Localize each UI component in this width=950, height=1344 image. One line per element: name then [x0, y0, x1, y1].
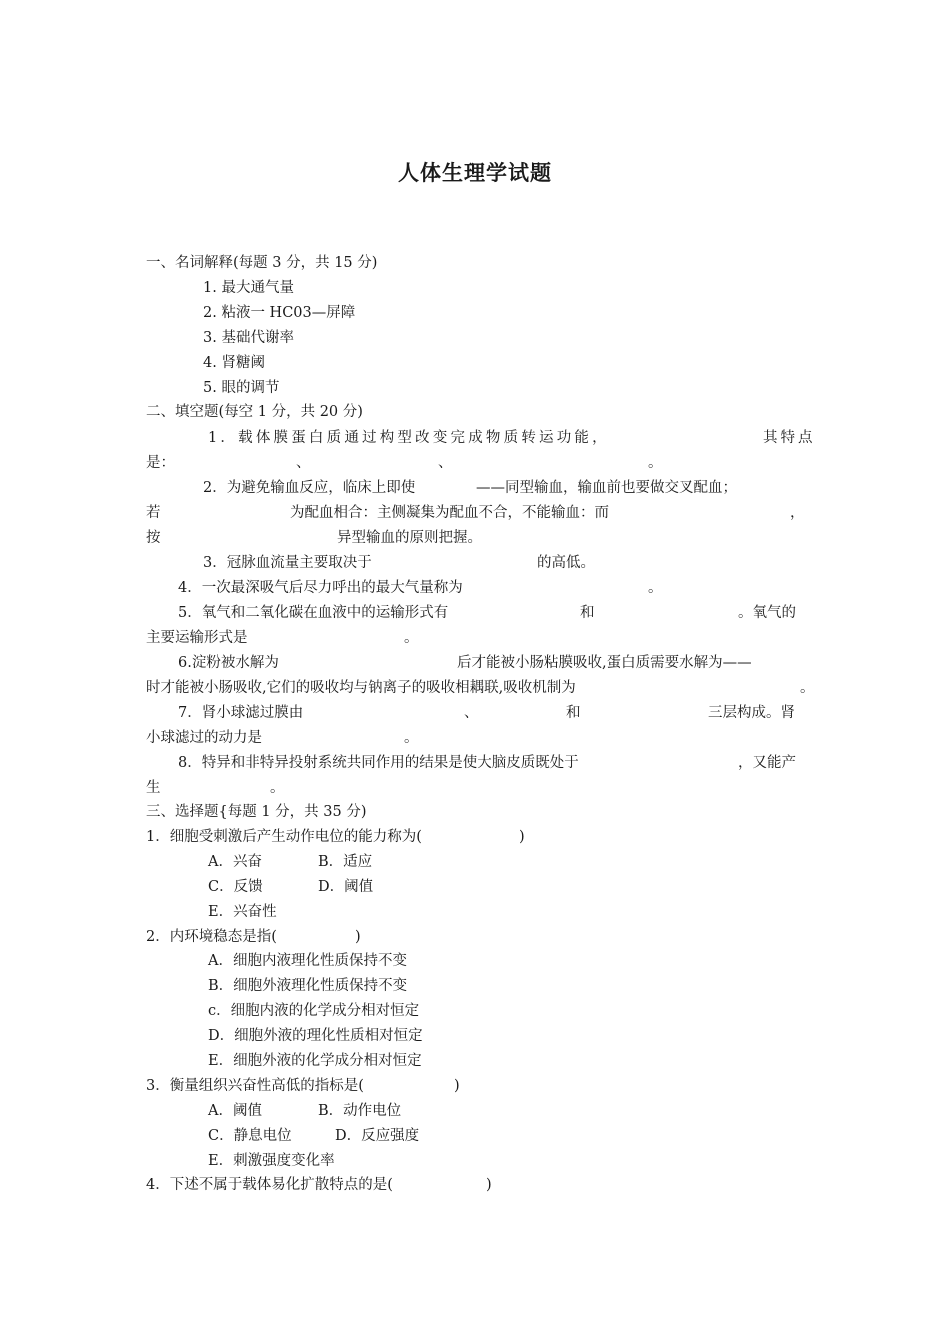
mc-q1-option-a: A．兴奋	[208, 854, 262, 870]
fill-q1-tail: 其特点	[763, 430, 816, 446]
mc-q4-stem: 4．下述不属于载体易化扩散特点的是(	[146, 1177, 393, 1193]
fill-q3-b: 的高低。	[537, 555, 595, 571]
section-2-heading: 二、填空题(每空 1 分，共 20 分)	[146, 404, 363, 420]
fill-q7-c: 和	[566, 705, 581, 721]
fill-q7-d: 三层构成。肾	[708, 705, 795, 721]
mc-q3-option-e: E．刺激强度变化率	[208, 1153, 335, 1169]
fill-q7-a: 7．肾小球滤过膜由	[178, 705, 304, 721]
mc-q2-option-c: c．细胞内液的化学成分相对恒定	[208, 1003, 420, 1019]
fill-q1-sep1: 、	[296, 455, 311, 471]
list-item: 2. 粘液一 HC03—屏障	[203, 305, 356, 321]
mc-q1-option-c: C．反馈	[208, 879, 263, 895]
fill-q5-d: 主要运输形式是	[146, 630, 248, 646]
mc-q1-option-d: D．阈值	[318, 879, 374, 895]
mc-q1-option-e: E．兴奋性	[208, 904, 277, 920]
mc-q2-option-d: D．细胞外液的理化性质相对恒定	[208, 1028, 423, 1044]
fill-q6-c: 时才能被小肠吸收,它们的吸收均与钠离子的吸收相耦联,吸收机制为	[146, 680, 576, 696]
fill-q1-end: 。	[648, 455, 663, 471]
mc-q2-close: )	[355, 929, 361, 945]
fill-q5-e: 。	[404, 630, 419, 646]
fill-q8-c: 生	[146, 780, 161, 796]
fill-q2-line2b: 为配血相合：主侧凝集为配血不合，不能输血：而	[290, 505, 609, 521]
mc-q2-option-e: E．细胞外液的化学成分相对恒定	[208, 1053, 422, 1069]
list-item: 4. 肾糖阈	[203, 355, 265, 371]
list-item: 3. 基础代谢率	[203, 330, 294, 346]
fill-q2-line1: 2．为避免输血反应，临床上即使	[203, 480, 416, 496]
fill-q2-line1b: ——同型输血，输血前也要做交叉配血；	[476, 480, 737, 496]
fill-q2-line2c: ，	[790, 505, 805, 521]
fill-q1-sep2: 、	[438, 455, 453, 471]
fill-q1-line1: 1．载体膜蛋白质通过构型改变完成物质转运功能，	[208, 430, 610, 446]
fill-q2-line3b: 异型输血的原则把握。	[337, 530, 482, 546]
fill-q1-cont: 是：	[146, 455, 175, 471]
fill-q4-b: 。	[648, 580, 663, 596]
mc-q3-option-b: B．动作电位	[318, 1103, 402, 1119]
section-1-heading: 一、名词解释(每题 3 分，共 15 分)	[146, 255, 378, 271]
fill-q3-a: 3．冠脉血流量主要取决于	[203, 555, 372, 571]
fill-q6-d: 。	[800, 680, 815, 696]
fill-q2-line2a: 若	[146, 505, 161, 521]
mc-q2-option-a: A．细胞内液理化性质保持不变	[208, 953, 407, 969]
page-title: 人体生理学试题	[398, 161, 552, 185]
fill-q7-e: 小球滤过的动力是	[146, 730, 262, 746]
mc-q1-stem: 1．细胞受刺激后产生动作电位的能力称为(	[146, 829, 422, 845]
fill-q5-c: 。氧气的	[738, 605, 796, 621]
fill-q6-a: 6.淀粉被水解为	[178, 655, 279, 671]
list-item: 5. 眼的调节	[203, 380, 280, 396]
fill-q8-b: ，又能产	[738, 755, 796, 771]
mc-q3-option-d: D．反应强度	[335, 1128, 420, 1144]
section-3-heading: 三、选择题{每题 1 分，共 35 分)	[146, 804, 367, 820]
fill-q4-a: 4．一次最深吸气后尽力呼出的最大气量称为	[178, 580, 463, 596]
fill-q5-a: 5．氧气和二氧化碳在血液中的运输形式有	[178, 605, 449, 621]
mc-q1-close: )	[519, 829, 525, 845]
mc-q4-close: )	[486, 1177, 492, 1193]
fill-q8-d: 。	[270, 780, 285, 796]
mc-q3-option-a: A．阈值	[208, 1103, 262, 1119]
mc-q3-stem: 3．衡量组织兴奋性高低的指标是(	[146, 1078, 364, 1094]
mc-q2-stem: 2．内环境稳态是指(	[146, 929, 277, 945]
mc-q1-option-b: B．适应	[318, 854, 373, 870]
mc-q3-close: )	[454, 1078, 460, 1094]
fill-q2-line3a: 按	[146, 530, 161, 546]
fill-q7-f: 。	[404, 730, 419, 746]
mc-q3-option-c: C．静息电位	[208, 1128, 292, 1144]
list-item: 1. 最大通气量	[203, 280, 294, 296]
fill-q7-b: 、	[464, 705, 479, 721]
fill-q6-b: 后才能被小肠粘膜吸收,蛋白质需要水解为——	[457, 655, 752, 671]
fill-q8-a: 8．特异和非特异投射系统共同作用的结果是使大脑皮质既处于	[178, 755, 579, 771]
fill-q5-b: 和	[580, 605, 595, 621]
mc-q2-option-b: B．细胞外液理化性质保持不变	[208, 978, 408, 994]
